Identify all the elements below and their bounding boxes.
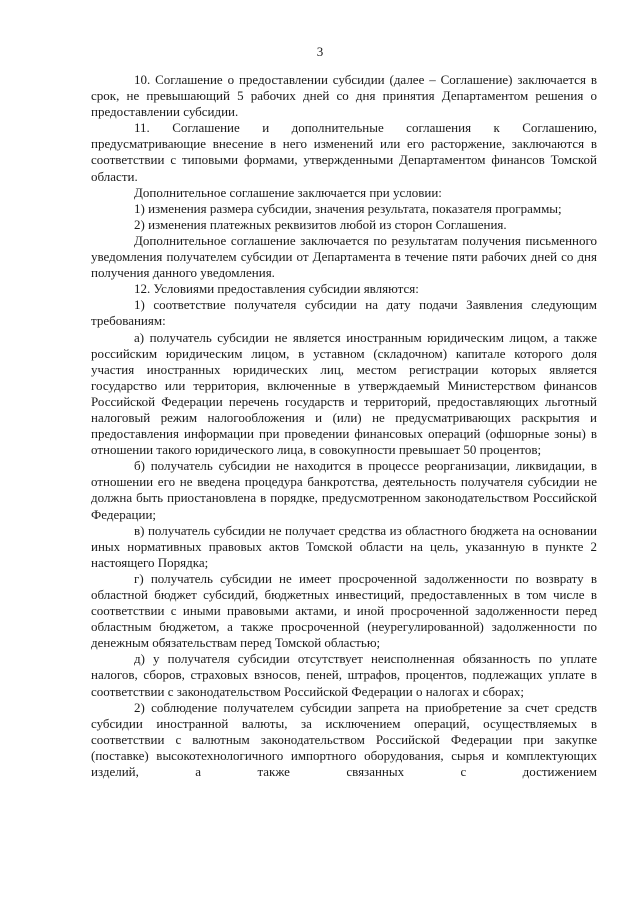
paragraph-requirement-a: а) получатель субсидии не является иностранным юридическим лицом, а также российским юридическим лицом, в уставном (складочном) капитале которого доля участия иностранных юридических лиц, местом регистрации которых является государство или территория, включенные в утверждаемый Министерством финансов Российской Федерации перечень государств и территорий, предоставляющих льготный налоговый режим налогообложения и (или) не предусматривающих раскрытия и предоставления информации при проведении финансовых операций (офшорные зоны) в отношении такого юридического лица, в совокупности превышает 50 процентов;	[91, 329, 597, 458]
paragraph-12-2-currency-ban: 2) соблюдение получателем субсидии запрета на приобретение за счет средств субсидии иностранной валюты, за исключением операций, осуществляемых в соответствии с валютным законодательством Российской Федерации при закупке (поставке) высокотехнологичного импортного оборудования, сырья и комплектующих изделий, а также связанных с достижением	[91, 699, 597, 780]
paragraph-additional-agreement-notice: Дополнительное соглашение заключается по результатам получения письменного уведомления получателем субсидии от Департамента в течение пяти рабочих дней со дня получения данного уведомления.	[91, 232, 597, 281]
paragraph-condition-1: 1) изменения размера субсидии, значения результата, показателя программы;	[134, 200, 562, 216]
page-number: 3	[316, 44, 324, 59]
paragraph-10-agreement-term: 10. Соглашение о предоставлении субсидии (далее – Соглашение) заключается в срок, не превышающий 5 рабочих дней со дня принятия Департаментом решения о предоставлении субсидии.	[91, 72, 597, 120]
paragraph-requirement-d: д) у получателя субсидии отсутствует неисполненная обязанность по уплате налогов, сборов, страховых взносов, пеней, штрафов, процентов, подлежащих уплате в соответствии с законодательством Российской Федерации о налогах и сборах;	[91, 651, 597, 699]
paragraph-12-conditions: 12. Условиями предоставления субсидии являются:	[134, 281, 419, 297]
document-body	[91, 72, 597, 780]
paragraph-11-additional-agreements: 11. Соглашение и дополнительные соглашения к Соглашению, предусматривающие внесение в него изменений или его расторжение, заключаются в соответствии с типовыми формами, утвержденными Департаментом финансов Томской области.	[91, 120, 597, 184]
paragraph-requirement-v: в) получатель субсидии не получает средства из областного бюджета на основании иных нормативных правовых актов Томской области на цель, указанную в пункте 2 настоящего Порядка;	[91, 522, 597, 570]
paragraph-additional-agreement-conditions: Дополнительное соглашение заключается при условии:	[134, 184, 442, 200]
paragraph-requirement-g: г) получатель субсидии не имеет просроченной задолженности по возврату в областной бюджет субсидий, бюджетных инвестиций, предоставленных в том числе в соответствии с иными правовыми актами, и иной просроченной задолженности перед областным бюджетом, а также просроченной (неурегулированной) задолженности по денежным обязательствам перед Томской областью;	[91, 570, 597, 651]
paragraph-12-1-requirements: 1) соответствие получателя субсидии на дату подачи Заявления следующим требованиям:	[91, 297, 597, 329]
paragraph-requirement-b: б) получатель субсидии не находится в процессе реорганизации, ликвидации, в отношении его не введена процедура банкротства, деятельность получателя субсидии не должна быть приостановлена в порядке, предусмотренном законодательством Российской Федерации;	[91, 458, 597, 522]
paragraph-condition-2: 2) изменения платежных реквизитов любой из сторон Соглашения.	[134, 216, 507, 232]
